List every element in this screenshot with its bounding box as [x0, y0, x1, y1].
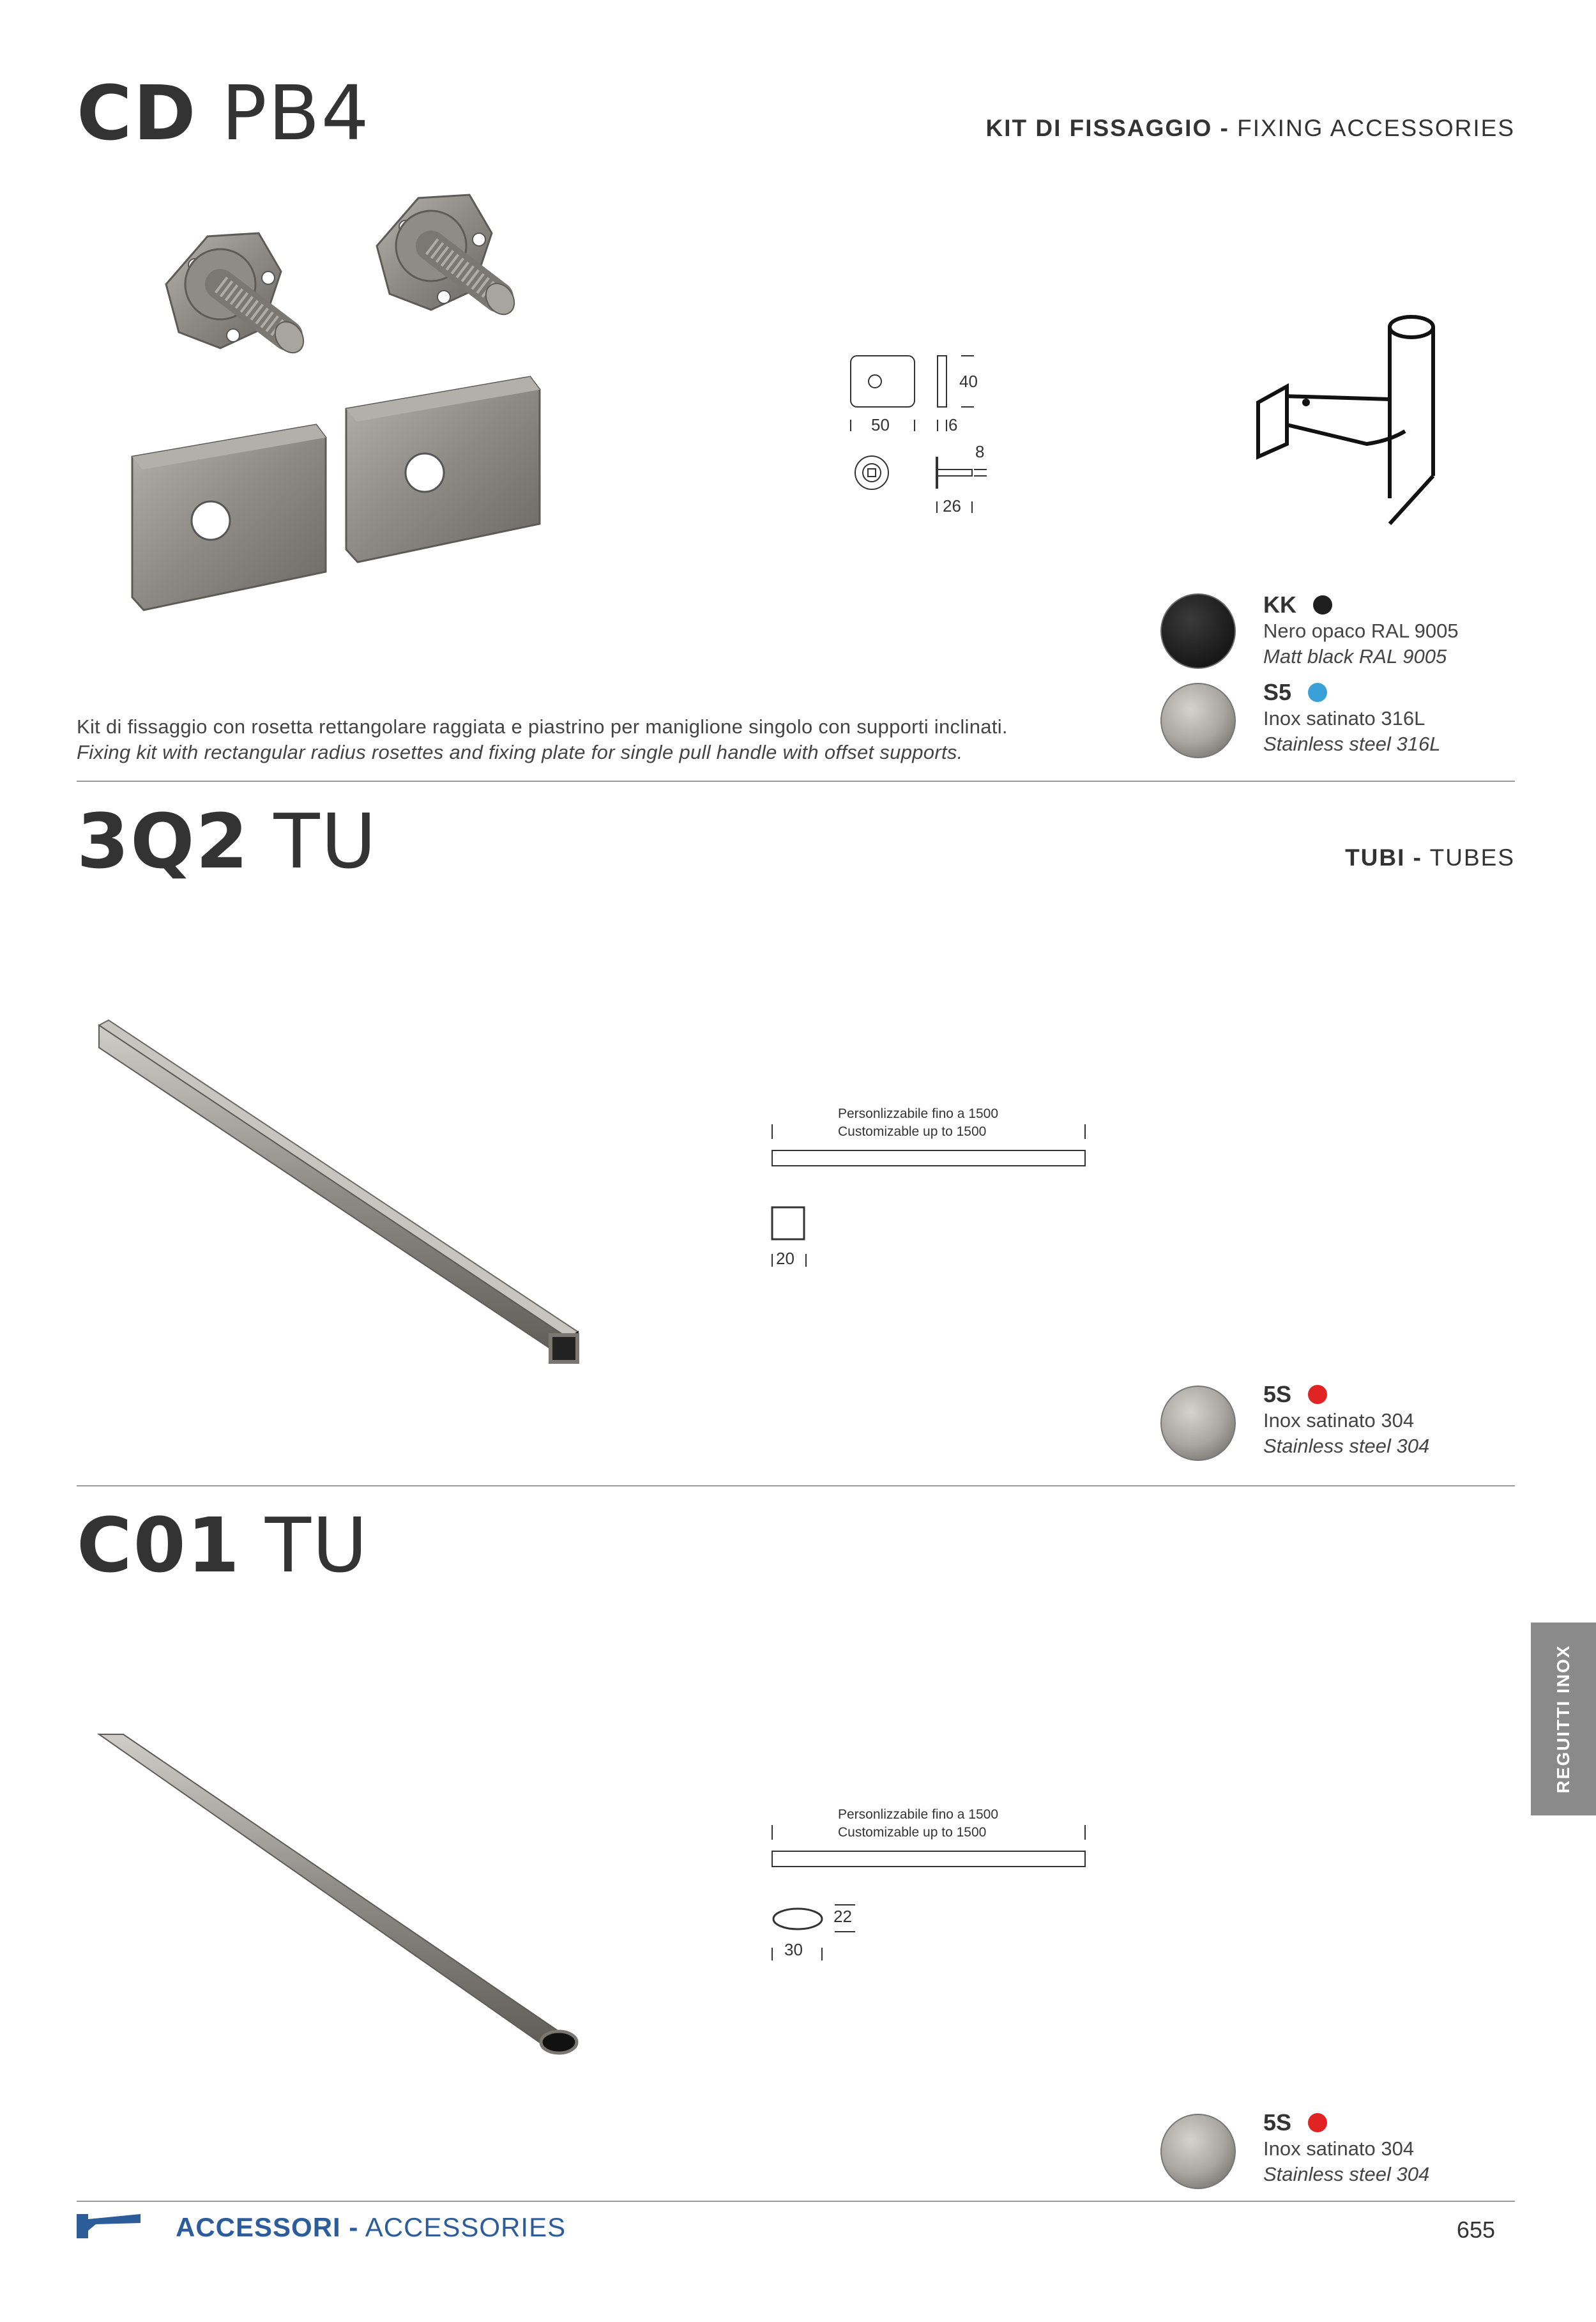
finish-name-it: Inox satinato 304: [1263, 1409, 1415, 1432]
dim-thickness: 6: [948, 415, 958, 434]
finish-5s: [1263, 2109, 1429, 2187]
finish-5s: [1263, 1381, 1429, 1459]
finish-kk: [1263, 592, 1459, 669]
finish-swatch-s5: [1160, 682, 1236, 759]
finish-code: 5S: [1263, 1381, 1292, 1407]
product-code-light: PB4: [221, 69, 370, 157]
product-code-light: TU: [273, 797, 377, 885]
product-code-bold: CD: [77, 69, 197, 157]
oval-tube-drawing: [769, 1822, 1095, 1969]
dim-side: 20: [776, 1249, 794, 1268]
finish-code: S5: [1263, 679, 1292, 705]
finish-name-it: Inox satinato 304: [1263, 2137, 1415, 2160]
description-en: Fixing kit with rectangular radius rosettes and fixing plate for single pull handle with offset supports.: [77, 741, 963, 763]
footer-label-light: ACCESSORIES: [365, 2212, 566, 2242]
description-it: Kit di fissaggio con rosetta rettangolare raggiata e piastrino per maniglione singolo con supporti inclinati.: [77, 715, 1008, 738]
dim-height: 40: [959, 372, 978, 391]
dim-width: 30: [784, 1940, 803, 1959]
oval-tube-image: [93, 1728, 584, 2060]
finish-s5: [1263, 679, 1440, 757]
category-label: [1345, 844, 1515, 871]
finish-swatch-5s: [1160, 1385, 1236, 1462]
section-divider: [77, 781, 1515, 782]
category-bold: TUBI -: [1345, 844, 1423, 871]
section-title-c01-tu: [77, 1501, 369, 1589]
dim-height: 22: [833, 1907, 852, 1926]
footer-divider: [77, 2201, 1515, 2202]
handle-support-drawing: [1252, 313, 1437, 530]
product-code-bold: C01: [77, 1501, 241, 1589]
category-label: [986, 115, 1516, 142]
custom-note-en: Customizable up to 1500: [838, 1124, 987, 1139]
finish-name-en: Matt black RAL 9005: [1263, 645, 1447, 668]
finish-name-en: Stainless steel 304: [1263, 2163, 1430, 2185]
section-title-cd-pb4: [77, 69, 370, 157]
finish-code: KK: [1263, 592, 1296, 618]
custom-note-it: Personlizzabile fino a 1500: [838, 1807, 998, 1822]
product-description: [77, 714, 1008, 765]
footer-section-label: [176, 2212, 566, 2243]
finish-swatch-kk: [1160, 593, 1236, 669]
finish-code: 5S: [1263, 2109, 1292, 2135]
finish-color-dot: [1313, 595, 1332, 615]
footer-label-bold: ACCESSORI -: [176, 2212, 359, 2242]
brand-logo-icon: [77, 2211, 142, 2240]
category-light: FIXING ACCESSORIES: [1237, 115, 1515, 141]
category-bold: KIT DI FISSAGGIO -: [985, 115, 1229, 141]
category-light: TUBES: [1429, 844, 1515, 871]
finish-color-dot: [1308, 1385, 1327, 1404]
section-divider: [77, 1485, 1515, 1486]
section-title-3q2-tu: [77, 797, 377, 885]
square-tube-drawing: [769, 1121, 1095, 1274]
page-number: 655: [1456, 2217, 1495, 2243]
custom-note-it: Personlizzabile fino a 1500: [838, 1106, 998, 1121]
finish-swatch-5s: [1160, 2113, 1236, 2190]
side-tab: [1531, 1623, 1596, 1815]
finish-name-it: Nero opaco RAL 9005: [1263, 620, 1459, 642]
dim-screw-length: 26: [943, 496, 961, 516]
side-tab-label: REGUITTI INOX: [1553, 1644, 1573, 1794]
fixing-kit-technical-drawing: [843, 348, 1003, 527]
dim-screw-diameter: 8: [975, 442, 985, 461]
product-code-bold: 3Q2: [77, 797, 250, 885]
square-tube-image: [93, 1012, 584, 1370]
dim-width: 50: [871, 415, 890, 434]
finish-name-it: Inox satinato 316L: [1263, 707, 1425, 729]
finish-name-en: Stainless steel 316L: [1263, 733, 1441, 755]
product-code-light: TU: [264, 1501, 369, 1589]
finish-color-dot: [1308, 2113, 1327, 2132]
custom-note-en: Customizable up to 1500: [838, 1825, 987, 1840]
finish-color-dot: [1308, 683, 1327, 702]
fixing-kit-image: [125, 188, 546, 623]
finish-name-en: Stainless steel 304: [1263, 1435, 1430, 1457]
